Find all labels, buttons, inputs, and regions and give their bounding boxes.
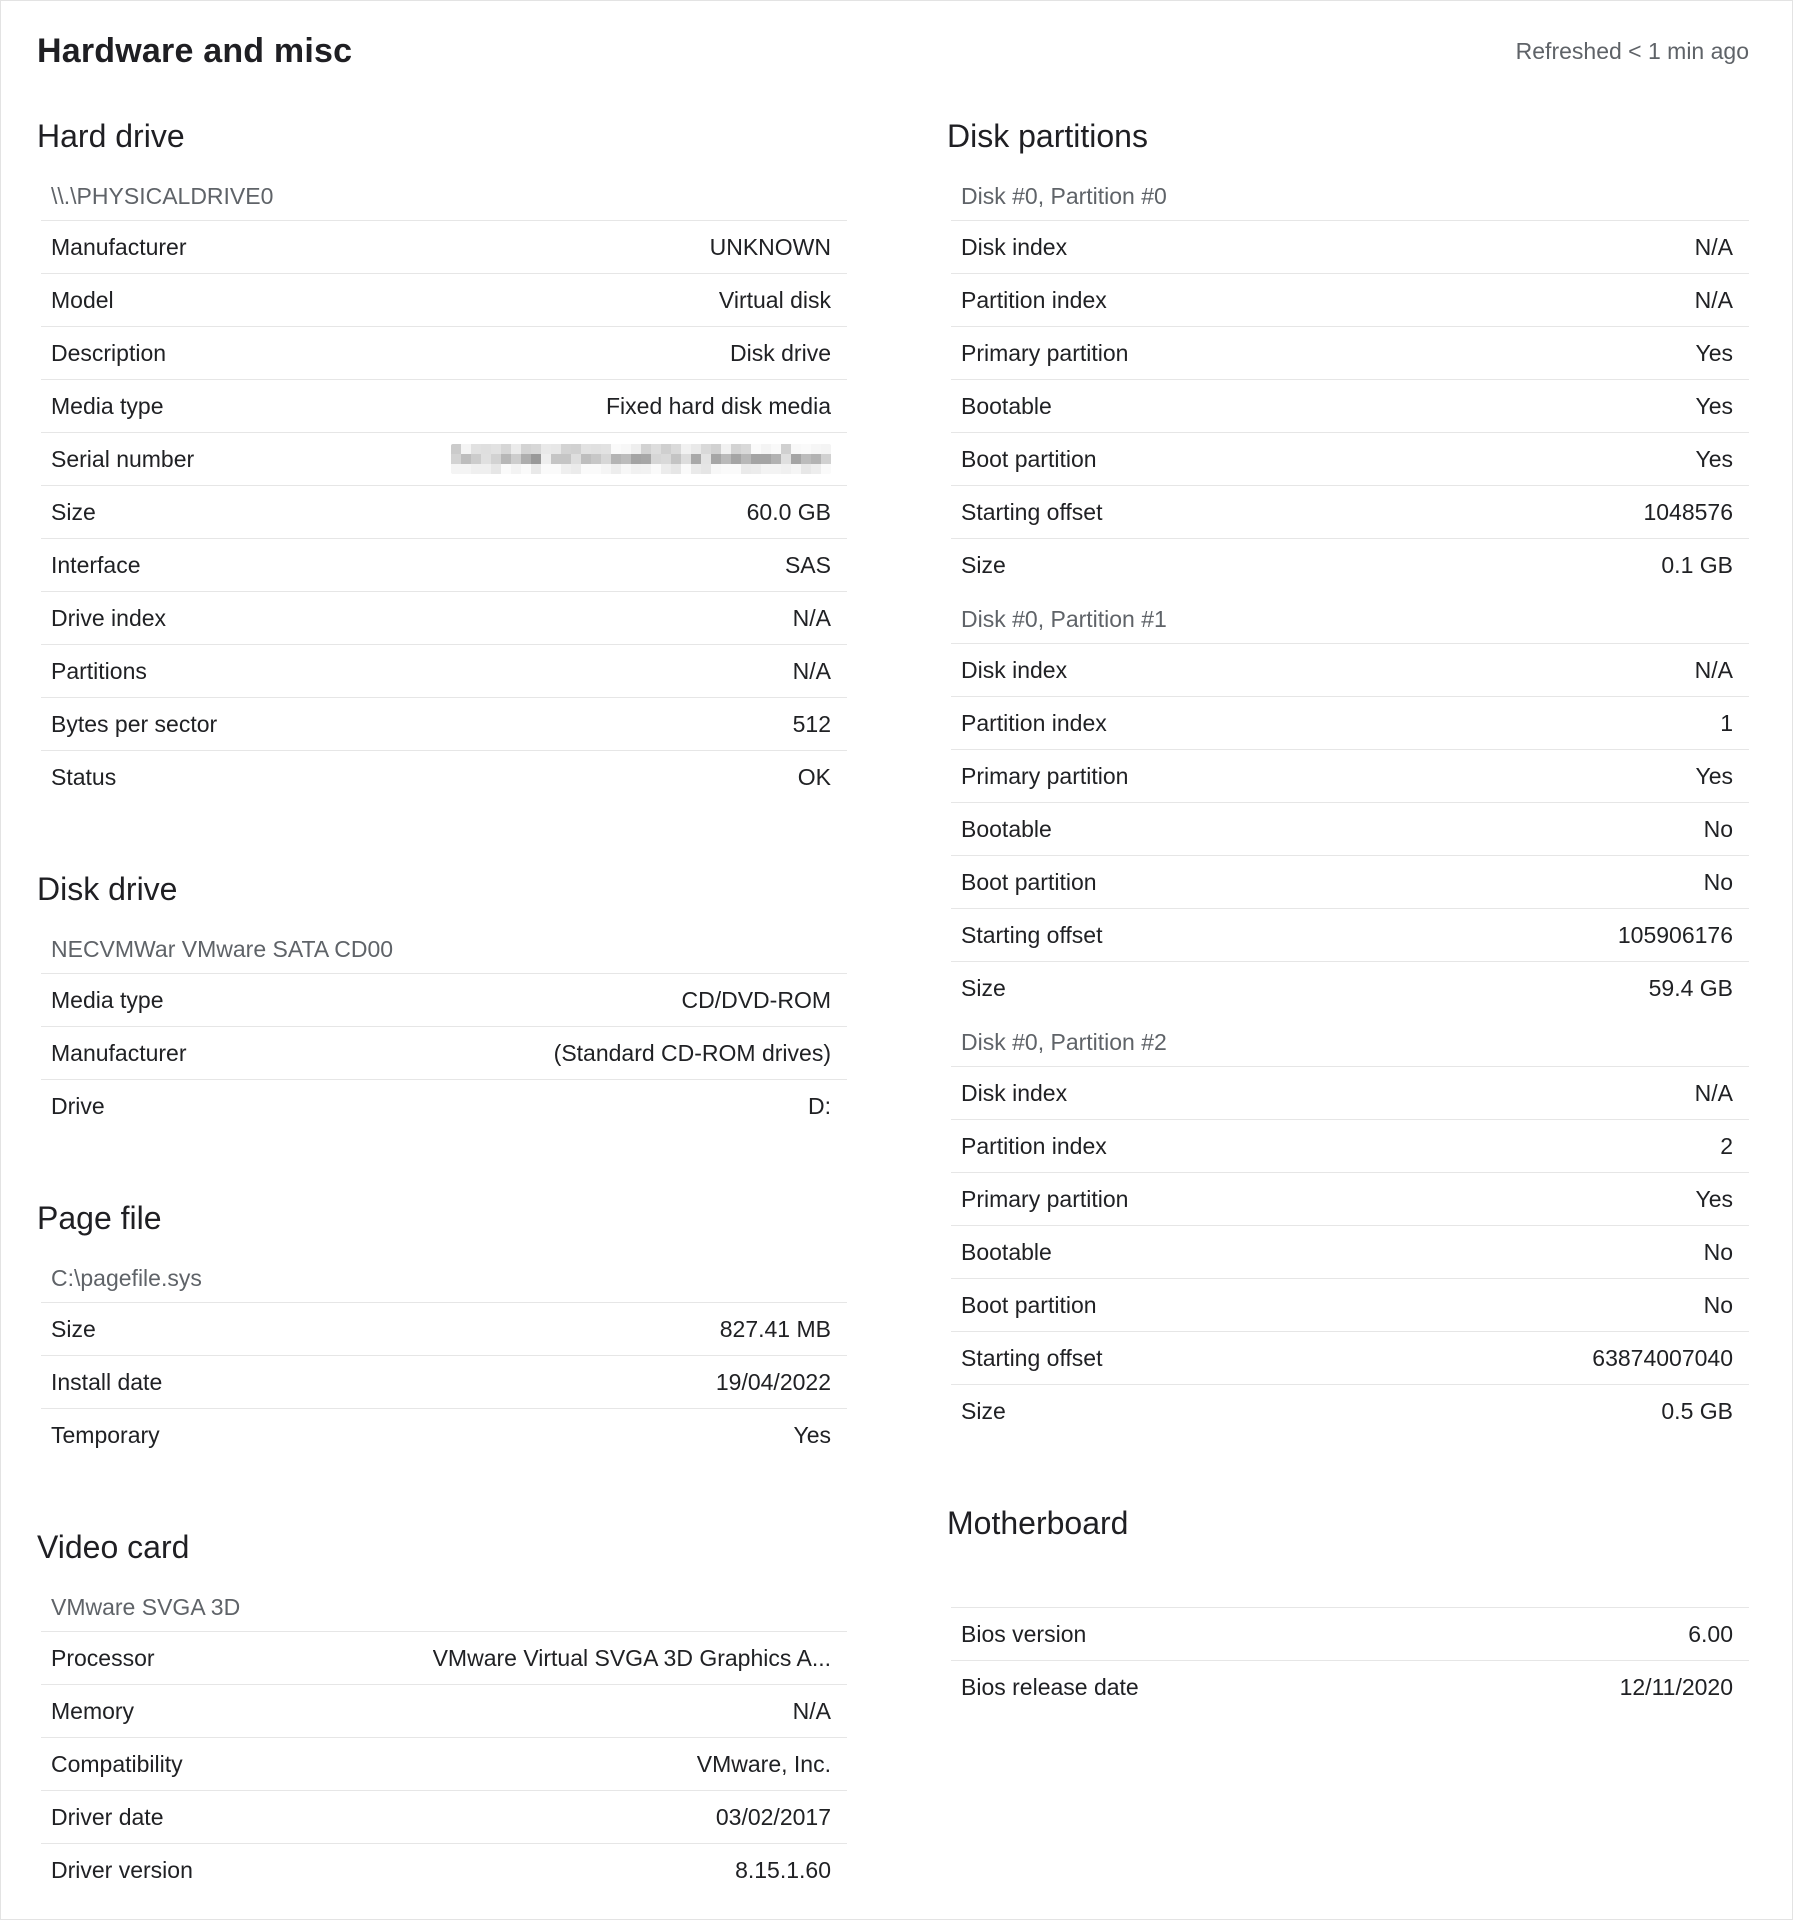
table-row — [41, 432, 847, 485]
table-row — [951, 1066, 1749, 1119]
row-label: Size — [961, 975, 1006, 1001]
row-label: Size — [51, 499, 96, 525]
table-row — [41, 1026, 847, 1079]
row-value: N/A — [1694, 234, 1733, 260]
row-label: Bytes per sector — [51, 711, 218, 737]
row-value: No — [1703, 1239, 1733, 1265]
serial-number-redacted-blur — [451, 444, 831, 474]
row-value: Yes — [1695, 340, 1733, 366]
refreshed-status: Refreshed < 1 min ago — [1515, 38, 1749, 64]
row-label: Primary partition — [961, 1186, 1129, 1212]
row-value: UNKNOWN — [709, 234, 831, 260]
row-label: Starting offset — [961, 1345, 1103, 1371]
table-row — [951, 538, 1749, 591]
row-label: Manufacturer — [51, 234, 187, 260]
row-label: Size — [961, 1398, 1006, 1424]
row-value: N/A — [1694, 287, 1733, 313]
table-row — [41, 273, 847, 326]
row-label: Status — [51, 764, 117, 790]
table-row — [951, 1278, 1749, 1331]
row-value: Fixed hard disk media — [606, 393, 831, 419]
row-label: Serial number — [51, 446, 195, 472]
row-value: 512 — [792, 711, 831, 737]
row-value: 03/02/2017 — [715, 1804, 831, 1830]
table-row — [41, 1408, 847, 1461]
row-label: Temporary — [51, 1422, 160, 1448]
group-blank — [947, 1567, 1749, 1713]
row-label: Starting offset — [961, 499, 1103, 525]
group-c-pagefile-sys — [37, 1262, 847, 1461]
group-subtitle — [961, 1567, 1749, 1599]
row-label: Disk index — [961, 1080, 1068, 1106]
row-value: 6.00 — [1688, 1621, 1733, 1647]
table-row — [951, 273, 1749, 326]
section-title: Motherboard — [947, 1505, 1129, 1541]
row-value: 0.1 GB — [1661, 552, 1733, 578]
row-value: N/A — [792, 605, 831, 631]
table-row — [951, 1225, 1749, 1278]
row-label: Partition index — [961, 1133, 1107, 1159]
table-row — [41, 697, 847, 750]
row-value: 2 — [1720, 1133, 1733, 1159]
section-title: Disk partitions — [947, 118, 1148, 154]
row-label: Disk index — [961, 657, 1068, 683]
page-title: Hardware and misc — [37, 32, 353, 70]
section-page-file — [37, 1198, 847, 1461]
row-value: Yes — [1695, 393, 1733, 419]
row-value: 59.4 GB — [1648, 975, 1733, 1001]
table-row — [41, 538, 847, 591]
row-label: Starting offset — [961, 922, 1103, 948]
row-label: Driver date — [51, 1804, 164, 1830]
row-label: Driver version — [51, 1857, 193, 1883]
row-value: No — [1703, 1292, 1733, 1318]
page-header — [1, 1, 1792, 71]
row-value: 1 — [1720, 710, 1733, 736]
property-table — [951, 1607, 1749, 1713]
row-label: Partitions — [51, 658, 147, 684]
table-row — [951, 326, 1749, 379]
row-value: Yes — [1695, 1186, 1733, 1212]
row-value: Yes — [793, 1422, 831, 1448]
row-label: Bios version — [961, 1621, 1087, 1647]
table-row — [951, 749, 1749, 802]
table-row — [41, 1302, 847, 1355]
table-row — [41, 1843, 847, 1896]
row-value: D: — [808, 1093, 831, 1119]
table-row — [41, 750, 847, 803]
row-label: Boot partition — [961, 1292, 1097, 1318]
property-table — [41, 1631, 847, 1896]
row-label: Size — [961, 552, 1006, 578]
section-title: Hard drive — [37, 118, 185, 154]
property-table — [951, 1066, 1749, 1437]
content-columns — [1, 71, 1792, 1896]
table-row — [41, 1737, 847, 1790]
row-label: Drive — [51, 1093, 105, 1119]
table-row — [951, 961, 1749, 1014]
group-subtitle: NECVMWar VMware SATA CD00 — [51, 936, 394, 962]
section-hard-drive — [37, 116, 847, 803]
property-table — [951, 220, 1749, 591]
right-column — [947, 71, 1749, 1896]
table-row — [951, 1331, 1749, 1384]
row-value: 8.15.1.60 — [735, 1857, 831, 1883]
table-row — [951, 908, 1749, 961]
group-subtitle: Disk #0, Partition #1 — [961, 606, 1167, 632]
row-value: (Standard CD-ROM drives) — [553, 1040, 831, 1066]
table-row — [41, 973, 847, 1026]
row-value: 12/11/2020 — [1619, 1674, 1733, 1700]
table-row — [41, 1684, 847, 1737]
row-label: Size — [51, 1316, 96, 1342]
table-row — [951, 1384, 1749, 1437]
left-column — [37, 71, 847, 1896]
property-table — [951, 643, 1749, 1014]
row-value: No — [1703, 816, 1733, 842]
table-row — [951, 1119, 1749, 1172]
row-label: Bootable — [961, 393, 1052, 419]
table-row — [41, 1355, 847, 1408]
row-value: No — [1703, 869, 1733, 895]
row-label: Primary partition — [961, 340, 1129, 366]
row-value: N/A — [1694, 1080, 1733, 1106]
row-value: Yes — [1695, 763, 1733, 789]
row-label: Processor — [51, 1645, 155, 1671]
table-row — [951, 485, 1749, 538]
table-row — [41, 379, 847, 432]
section-video-card — [37, 1527, 847, 1896]
row-value: N/A — [1694, 657, 1733, 683]
group-vmware-svga-3d — [37, 1591, 847, 1896]
row-value: 19/04/2022 — [715, 1369, 831, 1395]
row-value: SAS — [784, 552, 831, 578]
row-label: Compatibility — [51, 1751, 183, 1777]
table-row — [951, 643, 1749, 696]
property-table — [41, 973, 847, 1132]
row-label: Drive index — [51, 605, 167, 631]
table-row — [41, 1790, 847, 1843]
row-label: Boot partition — [961, 446, 1097, 472]
row-value: 105906176 — [1617, 922, 1733, 948]
row-value: CD/DVD-ROM — [681, 987, 831, 1013]
row-label: Partition index — [961, 287, 1107, 313]
table-row — [951, 220, 1749, 273]
table-row — [951, 1660, 1749, 1713]
row-label: Media type — [51, 987, 164, 1013]
group-disk-0-partition-0 — [947, 180, 1749, 591]
row-value: N/A — [792, 1698, 831, 1724]
row-label: Primary partition — [961, 763, 1129, 789]
section-motherboard — [947, 1503, 1749, 1713]
group-subtitle: C:\pagefile.sys — [51, 1265, 202, 1291]
table-row — [41, 326, 847, 379]
table-row — [41, 591, 847, 644]
row-value: Disk drive — [730, 340, 831, 366]
group-subtitle: Disk #0, Partition #2 — [961, 1029, 1167, 1055]
table-row — [41, 1631, 847, 1684]
row-label: Bootable — [961, 1239, 1052, 1265]
table-row — [951, 696, 1749, 749]
property-table — [41, 220, 847, 803]
row-value: 827.41 MB — [719, 1316, 831, 1342]
row-value: Virtual disk — [718, 287, 831, 313]
table-row — [951, 1172, 1749, 1225]
table-row — [951, 432, 1749, 485]
table-row — [951, 855, 1749, 908]
row-label: Disk index — [961, 234, 1068, 260]
section-title: Video card — [37, 1529, 190, 1565]
group-subtitle: VMware SVGA 3D — [51, 1594, 241, 1620]
table-row — [41, 644, 847, 697]
group-subtitle: Disk #0, Partition #0 — [961, 183, 1167, 209]
row-label: Boot partition — [961, 869, 1097, 895]
group-disk-0-partition-1 — [947, 603, 1749, 1014]
row-value: VMware Virtual SVGA 3D Graphics A... — [432, 1645, 831, 1671]
row-label: Description — [51, 340, 167, 366]
row-value: 1048576 — [1643, 499, 1733, 525]
table-row — [41, 485, 847, 538]
group-physicaldrive0 — [37, 180, 847, 803]
row-value: VMware, Inc. — [696, 1751, 831, 1777]
table-row — [951, 379, 1749, 432]
section-disk-partitions — [947, 116, 1749, 1437]
row-label: Bootable — [961, 816, 1052, 842]
row-value: 0.5 GB — [1661, 1398, 1733, 1424]
section-title: Page file — [37, 1200, 162, 1236]
row-value: Yes — [1695, 446, 1733, 472]
section-disk-drive — [37, 869, 847, 1132]
row-label: Memory — [51, 1698, 135, 1724]
table-row — [951, 1607, 1749, 1660]
group-disk-0-partition-2 — [947, 1026, 1749, 1437]
group-subtitle: \\.\PHYSICALDRIVE0 — [51, 183, 274, 209]
group-necvmwar-vmware-sata-cd00 — [37, 933, 847, 1132]
row-label: Partition index — [961, 710, 1107, 736]
table-row — [41, 1079, 847, 1132]
row-label: Interface — [51, 552, 141, 578]
row-value: 60.0 GB — [746, 499, 831, 525]
table-row — [951, 802, 1749, 855]
table-row — [41, 220, 847, 273]
row-label: Bios release date — [961, 1674, 1139, 1700]
row-label: Media type — [51, 393, 164, 419]
row-value: OK — [797, 764, 831, 790]
row-value: N/A — [792, 658, 831, 684]
section-title: Disk drive — [37, 871, 178, 907]
row-value: 63874007040 — [1592, 1345, 1733, 1371]
row-label: Install date — [51, 1369, 163, 1395]
row-label: Model — [51, 287, 114, 313]
property-table — [41, 1302, 847, 1461]
row-label: Manufacturer — [51, 1040, 187, 1066]
